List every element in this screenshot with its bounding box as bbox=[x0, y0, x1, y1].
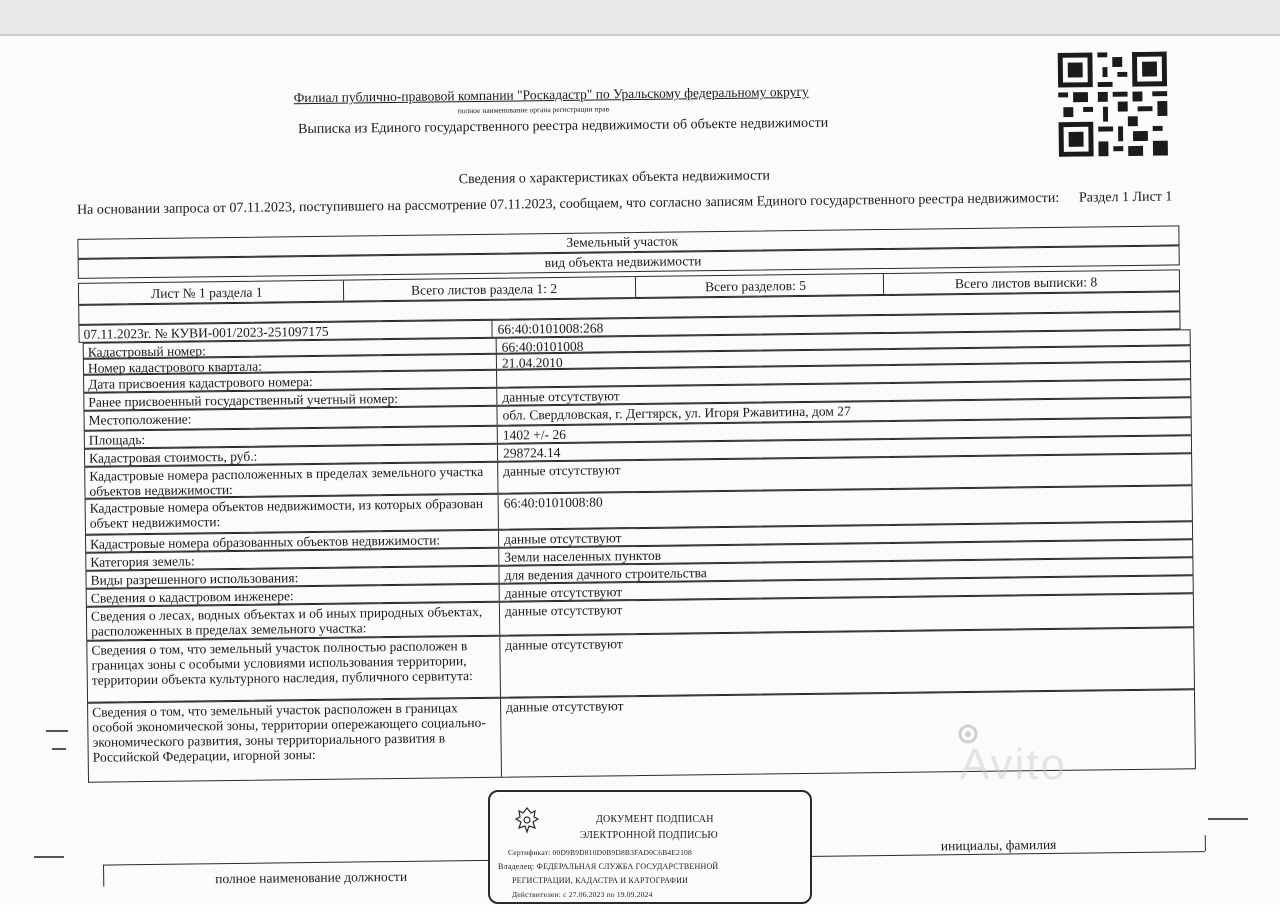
field-value: 1402 +/- 26 bbox=[502, 426, 567, 443]
field-label: Дата присвоения кадастрового номера: bbox=[88, 373, 313, 392]
field-label: Площадь: bbox=[88, 432, 146, 448]
signer-name-caption: инициалы, фамилия bbox=[940, 836, 1057, 854]
object-type: Земельный участок bbox=[566, 233, 679, 250]
cell-divider bbox=[498, 549, 499, 565]
cell-divider bbox=[498, 495, 499, 529]
field-value: данные отсутствуют bbox=[505, 636, 623, 653]
cell-divider bbox=[499, 603, 500, 635]
request-intro: На основании запроса от 07.11.2023, поступившего на рассмотрение 07.11.2023, сообщаем, что согласно записям Единого государственного реестра недвижимости: bbox=[76, 190, 1060, 218]
sheets-total: Всего листов выписки: 8 bbox=[954, 274, 1098, 292]
organization-name: Филиал публично-правовой компании "Роскадастр" по Уральскому федеральному округу bbox=[293, 83, 809, 106]
cell-divider bbox=[500, 699, 502, 777]
document-title: Выписка из Единого государственного реестра недвижимости об объекте недвижимости bbox=[297, 115, 829, 138]
cell-divider bbox=[499, 585, 500, 601]
field-value: данные отсутствуют bbox=[503, 462, 621, 479]
document-number: 07.11.2023г. № КУВИ-001/2023-251097175 bbox=[83, 323, 329, 342]
signer-position-caption: полное наименование должности bbox=[215, 868, 408, 887]
field-value: обл. Свердловская, г. Дегтярск, ул. Игоря Ржавитина, дом 27 bbox=[502, 403, 851, 423]
cell-divider bbox=[497, 463, 498, 493]
electronic-signature-stamp bbox=[488, 790, 812, 904]
stamp-certificate: Сертификат: 00D9B9D810D0B9D8B3FAD0C6B4E2108 bbox=[508, 848, 692, 857]
cell-divider bbox=[498, 567, 499, 583]
stamp-heading: ДОКУМЕНТ ПОДПИСАН bbox=[596, 814, 714, 825]
cell-divider bbox=[496, 389, 497, 405]
field-label: Сведения о том, что земельный участок расположен в границах особой экономической зоны, территории опережающего социально-экономического развития, зоны территориального развития в Российской Федерации, игорной зоны: bbox=[92, 700, 486, 765]
field-label: Кадастровый номер: bbox=[87, 343, 206, 360]
section-sheet-label: Раздел 1 Лист 1 bbox=[1078, 189, 1173, 206]
field-value: данные отсутствуют bbox=[504, 584, 623, 601]
cell-divider bbox=[497, 445, 498, 461]
field-label: Сведения о том, что земельный участок полностью расположен в границах зоны с особыми условиями использования территории, территории объекта культурного наследия, публичного сервитута: bbox=[91, 638, 473, 688]
cell-divider bbox=[883, 274, 884, 294]
sheets-in-section: Всего листов раздела 1: 2 bbox=[410, 281, 558, 298]
field-value: 66:40:0101008:80 bbox=[503, 494, 603, 511]
field-value: Земли населенных пунктов bbox=[504, 547, 662, 565]
sections-total: Всего разделов: 5 bbox=[704, 277, 807, 295]
field-label: Местоположение: bbox=[88, 411, 192, 428]
watermark-text: Avito bbox=[960, 740, 1068, 789]
coat-of-arms-icon bbox=[510, 804, 544, 838]
field-value: 66:40:0101008 bbox=[501, 338, 584, 355]
field-value: данные отсутствуют bbox=[502, 388, 620, 405]
field-label: Категория земель: bbox=[90, 553, 195, 570]
field-value: для ведения дачного строительства bbox=[504, 565, 707, 583]
signature-divider bbox=[1205, 835, 1206, 851]
field-value: 298724.14 bbox=[502, 444, 561, 461]
cell-divider bbox=[497, 427, 498, 443]
cell-divider bbox=[498, 531, 499, 547]
field-label: Виды разрешенного использования: bbox=[90, 570, 299, 588]
object-type-caption: вид объекта недвижимости bbox=[544, 253, 702, 271]
cell-divider bbox=[496, 339, 497, 353]
field-label: Кадастровая стоимость, руб.: bbox=[88, 448, 258, 466]
stamp-owner: Владелец: ФЕДЕРАЛЬНАЯ СЛУЖБА ГОСУДАРСТВЕННОЙ bbox=[498, 862, 719, 871]
section-title: Сведения о характеристиках объекта недвижимости bbox=[458, 168, 771, 188]
field-label: Сведения о лесах, водных объектах и об иных природных объектах, расположенных в пределах земельного участка: bbox=[90, 603, 483, 639]
field-label: Кадастровые номера расположенных в пределах земельного участка объектов недвижимости: bbox=[89, 463, 484, 499]
field-label: Ранее присвоенный государственный учетный номер: bbox=[88, 390, 399, 410]
field-label: Кадастровые номера объектов недвижимости, из которых образован объект недвижимости: bbox=[89, 495, 484, 531]
field-label: Номер кадастрового квартала: bbox=[87, 358, 263, 376]
cell-divider bbox=[635, 277, 636, 297]
cell-divider bbox=[496, 355, 497, 369]
cell-divider bbox=[496, 407, 497, 425]
cell-divider bbox=[343, 281, 344, 301]
signature-divider bbox=[103, 865, 104, 887]
field-label: Сведения о кадастровом инженере: bbox=[90, 588, 294, 606]
document-cadastral-number: 66:40:0101008:268 bbox=[497, 320, 604, 337]
cell-divider bbox=[499, 637, 501, 697]
stamp-owner-continued: РЕГИСТРАЦИИ, КАДАСТРА И КАРТОГРАФИИ bbox=[512, 876, 689, 885]
field-value: 21.04.2010 bbox=[501, 354, 563, 371]
field-value: данные отсутствуют bbox=[506, 698, 624, 715]
stamp-subheading: ЭЛЕКТРОННОЙ ПОДПИСЬЮ bbox=[580, 830, 718, 841]
qr-code-icon bbox=[1057, 52, 1168, 157]
field-label: Кадастровые номера образованных объектов недвижимости: bbox=[90, 532, 441, 552]
cell-divider bbox=[496, 371, 497, 387]
field-value: данные отсутствуют bbox=[504, 602, 623, 619]
cell-divider bbox=[491, 321, 492, 337]
stamp-validity: Действителен: с 27.06.2023 по 19.09.2024 bbox=[512, 890, 653, 899]
field-value: данные отсутствуют bbox=[503, 530, 622, 547]
sheet-number: Лист № 1 раздела 1 bbox=[150, 284, 263, 301]
organization-caption: полное наименование органа регистрации прав bbox=[457, 104, 610, 116]
